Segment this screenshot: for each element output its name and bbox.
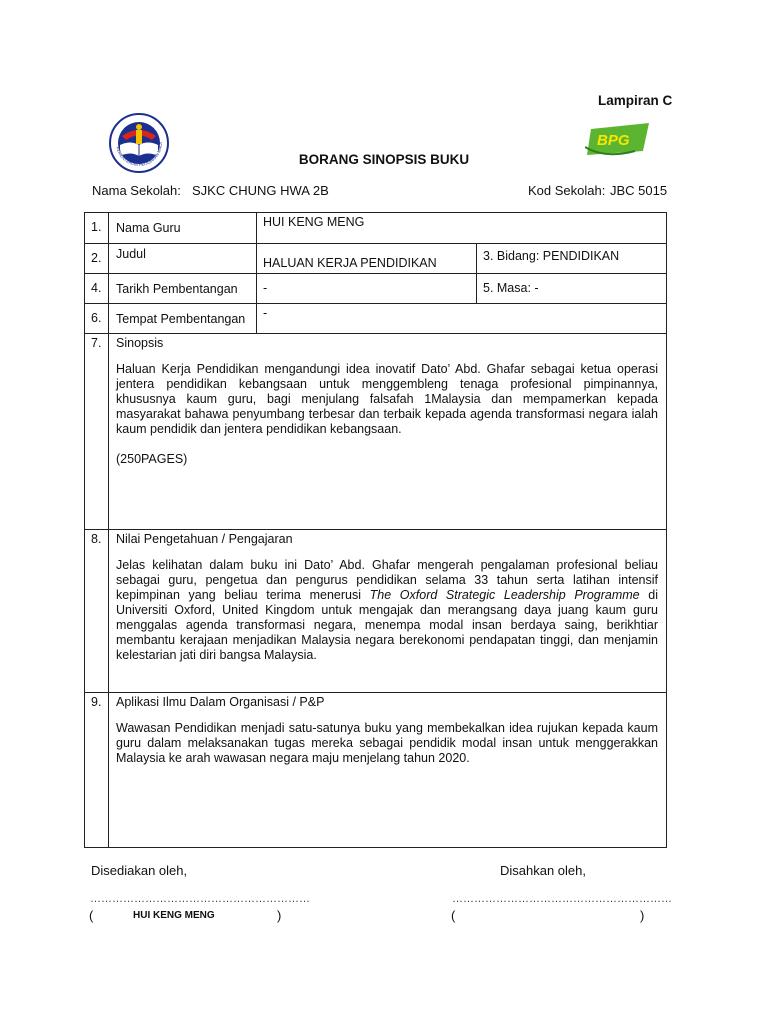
row-tempat xyxy=(85,304,667,334)
row-sinopsis xyxy=(85,334,667,530)
row-judul xyxy=(85,244,667,274)
sinopsis-label: Sinopsis xyxy=(116,336,164,350)
lampiran-label: Lampiran C xyxy=(598,93,673,108)
nilai-text-a: Jelas kelihatan dalam buku ini Dato’ Abd. Ghafar mengerah pengalaman profesional beliau sebagai guru, pengetua dan pengurus pendidikan selama 33 tahun serta latihan intensif kepimpinan yang beliau terima menerusi xyxy=(116,558,658,602)
nilai-text xyxy=(116,558,658,663)
row-number: 2. xyxy=(85,244,109,274)
row-nilai xyxy=(85,530,667,693)
row-number: 6. xyxy=(85,304,109,334)
tarikh-label: Tarikh Pembentangan xyxy=(109,274,257,304)
row-aplikasi xyxy=(85,693,667,848)
judul-label: Judul xyxy=(109,244,257,274)
prepared-by-name: HUI KENG MENG xyxy=(133,910,215,921)
tempat-value: - xyxy=(257,304,667,334)
prepared-by-label: Disediakan oleh, xyxy=(91,863,188,878)
tempat-label: Tempat Pembentangan xyxy=(109,304,257,334)
synopsis-form-table xyxy=(84,212,667,848)
nilai-text-b: di Universiti Oxford, United Kingdom untuk mengajak dan merangsang daya juang kaum guru menggalas agenda transformasi negara, menempa modal insan berdaya saing, berikhtiar membantu kerajaan menjadikan Malaysia negara berekonomi pendapatan tinggi, dan menjamin kelestarian jati diri bangsa Malaysia. xyxy=(116,588,658,662)
masa-value: 5. Masa: - xyxy=(477,274,667,304)
row-tarikh xyxy=(85,274,667,304)
row-nama-guru xyxy=(85,213,667,244)
prepared-signature-line: …………………………………………………… xyxy=(90,893,310,905)
bidang-value: 3. Bidang: PENDIDIKAN xyxy=(477,244,667,274)
school-name-label: Nama Sekolah: xyxy=(92,183,181,198)
nilai-section xyxy=(109,530,667,693)
school-code-value: JBC 5015 xyxy=(610,183,668,198)
approved-open-paren: ( xyxy=(451,908,456,923)
bpg-text: BPG xyxy=(597,132,630,149)
aplikasi-text: Wawasan Pendidikan menjadi satu-satunya buku yang membekalkan idea rujukan kepada kaum guru dalam melaksanakan tugas mereka sebagai pendidik modal insan untuk menggerakkan Malaysia ke arah wawasan negara maju menjelang tahun 2020. xyxy=(116,721,658,765)
row-number: 4. xyxy=(85,274,109,304)
aplikasi-label: Aplikasi Ilmu Dalam Organisasi / P&P xyxy=(116,695,325,709)
logo-text: KEMENTERIAN PELAJARAN MALA xyxy=(115,142,164,168)
prepared-open-paren: ( xyxy=(89,908,94,923)
aplikasi-section xyxy=(109,693,667,848)
approved-by-label: Disahkan oleh, xyxy=(500,863,586,878)
prepared-close-paren: ) xyxy=(277,908,282,923)
approved-close-paren: ) xyxy=(640,908,645,923)
school-code-label: Kod Sekolah: xyxy=(528,183,606,198)
sinopsis-section xyxy=(109,334,667,530)
sinopsis-text: Haluan Kerja Pendidikan mengandungi idea inovatif Dato’ Abd. Ghafar sebagai ketua operasi jentera pendidikan kebangsaan untuk menggembleng tenaga profesional pimpinannya, khususnya kaum guru, bagi menjulang falsafah 1Malaysia dan mempamerkan kepada masyarakat bahawa penyumbang terbesar dan terbaik kepada agenda transformasi negara ialah kaum pendidik dan jentera pendidikan kebangsaan. xyxy=(116,362,658,436)
nama-guru-value: HUI KENG MENG xyxy=(257,213,667,244)
nama-guru-label: Nama Guru xyxy=(109,213,257,244)
school-name-value: SJKC CHUNG HWA 2B xyxy=(192,183,329,198)
row-number: 1. xyxy=(85,213,109,244)
form-title: BORANG SINOPSIS BUKU xyxy=(298,152,470,167)
sinopsis-pages: (250PAGES) xyxy=(116,452,188,466)
approved-signature-line: …………………………………………………… xyxy=(452,893,672,905)
oxford-programme-title: The Oxford Strategic Leadership Programme xyxy=(369,588,640,602)
row-number: 7. xyxy=(85,334,109,530)
tarikh-value: - xyxy=(257,274,477,304)
row-number: 8. xyxy=(85,530,109,693)
row-number: 9. xyxy=(85,693,109,848)
judul-value: HALUAN KERJA PENDIDIKAN xyxy=(257,244,477,274)
nilai-label: Nilai Pengetahuan / Pengajaran xyxy=(116,532,293,546)
